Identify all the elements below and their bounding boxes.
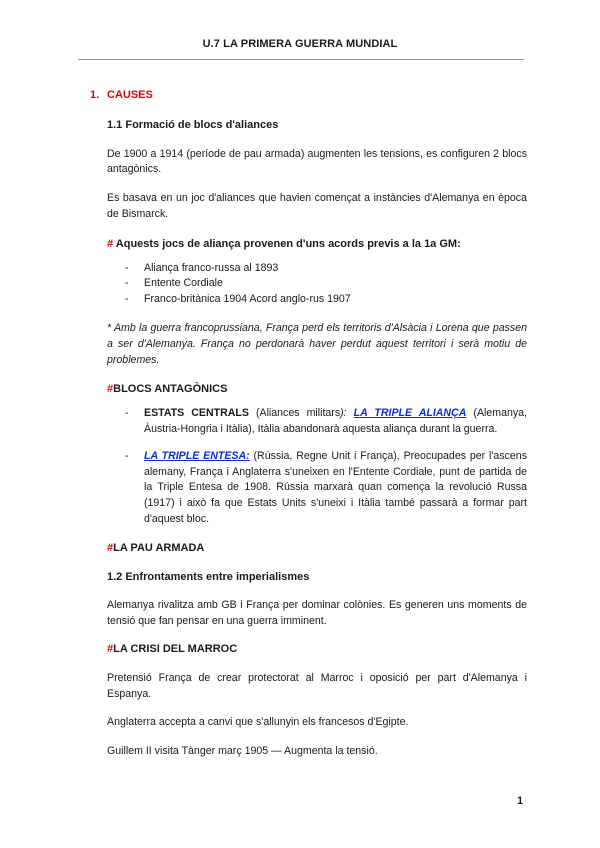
- page-number: 1: [517, 795, 524, 807]
- blocs-list: [107, 406, 527, 528]
- text-run: (Rússia, Regne Unit i França), Preocupades per l'ascens alemany, França i Anglaterra s'uneixen en l'Entente Cordiale, punt de partida de la Triple Entesa de 1908. Rússia marxarà quan comença la revolució Russa (1917) i això fa que Estats Units s'uneixi i Itàlia també passarà a formar part d'aquest bloc.: [144, 449, 527, 525]
- list-item: - Aliança franco-russa al 1893: [107, 261, 527, 277]
- list-item: - Entente Cordiale: [107, 276, 527, 292]
- text-run: ):: [340, 407, 354, 420]
- paragraph-rivalitat: Alemanya rivalitza amb GB i França per dominar colònies. Es generen uns moments de tensió que fan pensar en una guerra imminent.: [107, 599, 527, 628]
- hash-symbol: #: [107, 237, 114, 250]
- text-run: (Alemanya, Àustria-Hongria i Itàlia), Itàlia abandonarà aquesta aliança durant la guerra.: [144, 407, 528, 435]
- document-body: [90, 88, 528, 760]
- paragraph-joc-aliances: Es basava en un joc d'aliances que havien començat a instàncies d'Alemanya en època de Bismarck.: [107, 192, 527, 220]
- paragraph-pretensio: Pretensió França de crear protectorat al Marroc i oposició per part d'Alemanya i Espanya.: [107, 671, 527, 700]
- section-title: [90, 88, 527, 104]
- section-number: 1.: [90, 89, 100, 101]
- section-title-text: CAUSES: [107, 89, 153, 101]
- subsection-heading-1-2: 1.2 Enfrontaments entre imperialismes: [107, 570, 310, 583]
- text-run: (Aliances militars: [248, 407, 341, 420]
- page-header-title: U.7 LA PRIMERA GUERRA MUNDIAL: [202, 38, 398, 50]
- paragraph-anglaterra: Anglaterra accepta a canvi que s'allunyin els francesos d'Egipte.: [107, 716, 409, 729]
- hash-symbol: #: [107, 383, 114, 396]
- list-item: - Franco-britànica 1904 Acord anglo-rus 1907: [107, 292, 527, 308]
- triple-entesa-link[interactable]: LA TRIPLE ENTESA:: [144, 449, 250, 462]
- hash-heading-text: BLOCS ANTAGÒNICS: [113, 383, 228, 396]
- acords-list: [107, 261, 527, 308]
- paragraph-guillem: Guillem II visita Tànger març 1905 — Augmenta la tensió.: [107, 745, 378, 758]
- list-item-triple-entesa: [107, 449, 527, 528]
- header-divider: [78, 59, 524, 60]
- list-item-estats-centrals: [107, 406, 527, 438]
- hash-heading-acords: [107, 237, 527, 253]
- hash-heading-text: LA CRISI DEL MARROC: [113, 642, 238, 655]
- hash-symbol: #: [107, 541, 114, 554]
- subsection-heading-1-1: 1.1 Formació de blocs d'aliances: [107, 118, 279, 131]
- hash-heading-marroc: [107, 642, 527, 658]
- hash-heading-text: LA PAU ARMADA: [113, 541, 205, 554]
- italic-note: * Amb la guerra francoprussiana, França perd els territoris d'Alsàcia i Lorena que passen a ser d'Alemanya. França no perdonarà haver perdut aquest territori i serà motiu de problemes.: [107, 321, 527, 366]
- triple-alianca-link[interactable]: LA TRIPLE ALIANÇA: [353, 407, 467, 420]
- hash-heading-text: Aquests jocs de aliança provenen d'uns acords previs a la 1a GM:: [115, 237, 461, 250]
- paragraph-pau-armada: De 1900 a 1914 (període de pau armada) augmenten les tensions, es configuren 2 blocs antagònics.: [107, 147, 527, 176]
- hash-symbol: #: [107, 642, 114, 655]
- hash-heading-pau-armada: [107, 541, 527, 557]
- bold-term: ESTATS CENTRALS: [144, 407, 249, 420]
- hash-heading-blocs: [107, 382, 527, 398]
